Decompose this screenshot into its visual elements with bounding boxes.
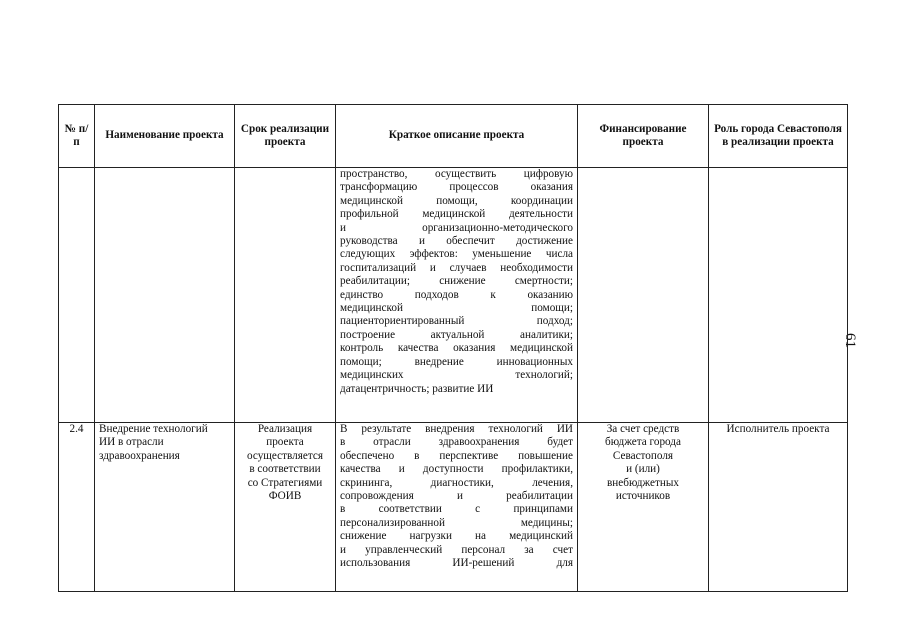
description-line: датацентричность; развитие ИИ — [340, 382, 494, 395]
description-line: качества и доступности профилактики, — [340, 463, 573, 476]
row-name — [95, 423, 235, 592]
description-line: скрининга, диагностики, лечения, — [340, 476, 573, 489]
description-line: медицинских технологий; — [340, 369, 573, 382]
description-line: В результате внедрения технологий ИИ — [340, 423, 573, 435]
name-line: Внедрение технологий — [99, 423, 208, 435]
row-financing — [578, 423, 709, 592]
description-line: госпитализаций и случаев необходимости — [340, 261, 573, 274]
term-line: Реализация — [257, 423, 313, 435]
name-line: ИИ в отрасли — [99, 436, 164, 449]
description-line: медицинской помощи, координации — [340, 194, 573, 207]
financing-line: За счет средств — [606, 423, 680, 435]
row-term — [235, 168, 336, 423]
row-description — [336, 423, 578, 592]
table-row — [59, 423, 848, 592]
description-line: персонализированной медицины; — [340, 516, 573, 529]
description-line: контроль качества оказания медицинской — [340, 342, 573, 355]
row-role: Исполнитель проекта — [709, 423, 848, 592]
header-financing: Финансирование проекта — [578, 105, 709, 168]
header-number: № п/п — [59, 105, 95, 168]
row-number — [59, 168, 95, 423]
row-role — [709, 168, 848, 423]
financing-line: бюджета города — [605, 436, 681, 449]
description-line: и организационно-методического — [340, 221, 573, 234]
header-name: Наименование проекта — [95, 105, 235, 168]
description-line: медицинской помощи; — [340, 302, 573, 315]
description-line: профильной медицинской деятельности — [340, 208, 573, 221]
description-line: в соответствии с принципами — [340, 503, 573, 516]
row-description — [336, 168, 578, 423]
description-line: и управленческий персонал за счет — [340, 543, 573, 556]
name-line: здравоохранения — [99, 449, 180, 462]
table-header-row — [59, 105, 848, 168]
description-line: единство подходов к оказанию — [340, 288, 573, 301]
header-role: Роль города Севастополя в реализации проекта — [709, 105, 848, 168]
row-number: 2.4 — [59, 423, 95, 592]
financing-line: внебюджетных — [607, 476, 679, 489]
financing-line: источников — [615, 490, 671, 503]
description-line: построение актуальной аналитики; — [340, 328, 573, 341]
description-line: в отрасли здравоохранения будет — [340, 436, 573, 449]
description-line: помощи; внедрение инновационных — [340, 355, 573, 368]
description-line: обеспечено в перспективе повышение — [340, 449, 573, 462]
description-line: сопровождения и реабилитации — [340, 490, 573, 503]
term-line: в соответствии — [249, 463, 321, 476]
table-row — [59, 168, 848, 423]
page-number: 61 — [842, 333, 858, 348]
header-description: Краткое описание проекта — [336, 105, 578, 168]
description-line: трансформацию процессов оказания — [340, 181, 573, 194]
term-line: ФОИВ — [268, 490, 302, 503]
description-line: руководства и обеспечит достижение — [340, 235, 573, 248]
description-line: следующих эффектов: уменьшение числа — [340, 248, 573, 261]
row-term — [235, 423, 336, 592]
projects-table — [58, 104, 848, 592]
description-line: пациенториентированный подход; — [340, 315, 573, 328]
description-line: использования ИИ-решений для — [340, 557, 573, 570]
description-line: реабилитации; снижение смертности; — [340, 275, 573, 288]
term-line: осуществляется — [247, 449, 323, 462]
term-line: проекта — [266, 436, 304, 449]
row-name — [95, 168, 235, 423]
header-term: Срок реализации проекта — [235, 105, 336, 168]
financing-line: Севастополя — [612, 449, 674, 462]
financing-line: и (или) — [626, 463, 660, 476]
row-financing — [578, 168, 709, 423]
description-line: пространство, осуществить цифровую — [340, 168, 573, 180]
description-line: снижение нагрузки на медицинский — [340, 530, 573, 543]
term-line: со Стратегиями — [247, 476, 323, 489]
